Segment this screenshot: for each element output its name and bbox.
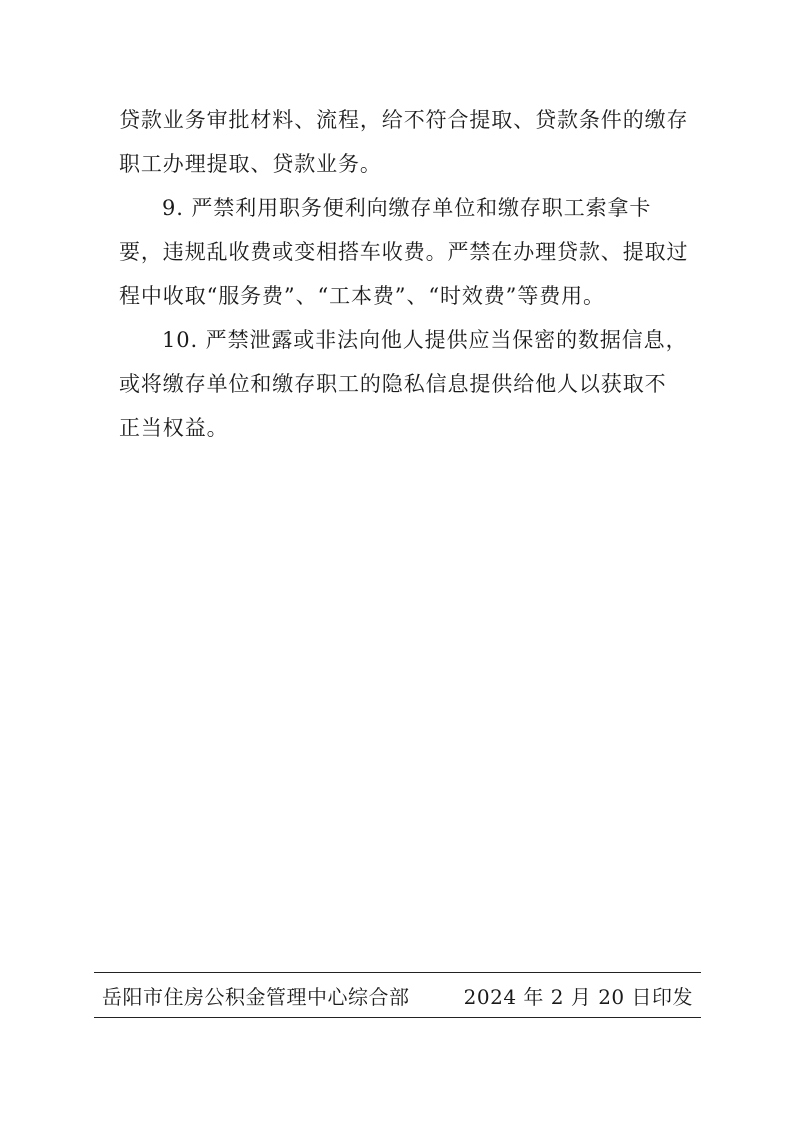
paragraph-item-10 (119, 318, 688, 450)
paragraph-item-9 (119, 186, 689, 318)
text-line: 或将缴存单位和缴存职工的隐私信息提供给他人以获取不 (119, 372, 667, 396)
text-line: 10. 严禁泄露或非法向他人提供应当保密的数据信息， (162, 328, 688, 352)
text-line: 要，违规乱收费或变相搭车收费。严禁在办理贷款、提取过 (119, 240, 689, 264)
text-line: 贷款业务审批材料、流程，给不符合提取、贷款条件的缴存 (119, 108, 689, 132)
issue-date: 2024 年 2 月 20 日印发 (463, 985, 693, 1009)
text-line: 职工办理提取、贷款业务。 (119, 152, 382, 176)
issuer-name: 岳阳市住房公积金管理中心综合部 (102, 985, 410, 1009)
document-body (119, 98, 689, 450)
issuance-footer (94, 972, 701, 1018)
text-line: 正当权益。 (119, 416, 229, 440)
text-line: 程中收取“服务费”、“工本费”、“时效费”等费用。 (119, 284, 605, 308)
paragraph-continuation (119, 98, 689, 186)
text-line: 9. 严禁利用职务便利向缴存单位和缴存职工索拿卡 (162, 196, 652, 220)
